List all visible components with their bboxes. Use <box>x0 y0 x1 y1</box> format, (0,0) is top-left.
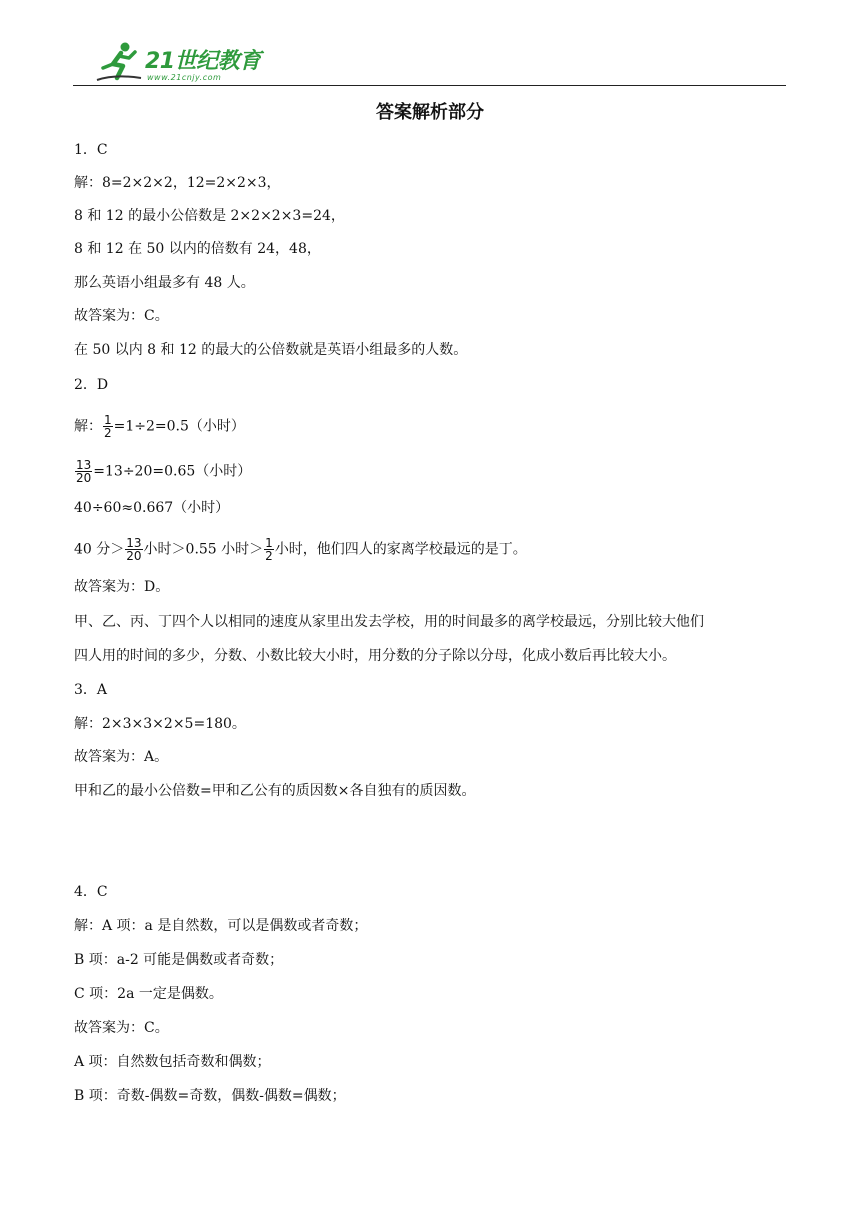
fraction-denominator: 20 <box>76 471 92 485</box>
q2-line-2 <box>74 459 251 484</box>
q2-line-7: 四人用的时间的多少，分数、小数比较大小时，用分数的分子除以分母，化成小数后再比较大小。 <box>74 648 676 664</box>
q1-line-1: 解：8=2×2×2，12=2×2×3， <box>74 175 281 191</box>
q3-answer: 3．A <box>74 682 108 698</box>
fraction-numerator: 1 <box>265 536 273 550</box>
fraction-numerator: 1 <box>104 413 112 427</box>
q2-line-6: 甲、乙、丙、丁四个人以相同的速度从家里出发去学校，用的时间最多的离学校最远，分别比较大他们 <box>74 614 704 630</box>
q1-answer: 1．C <box>74 142 108 158</box>
q4-line-5: A 项：自然数包括奇数和偶数； <box>74 1054 271 1070</box>
fraction-denominator: 2 <box>265 549 273 563</box>
q2-line-1 <box>74 414 245 439</box>
q2-l4-a: 40 分＞ <box>74 541 125 558</box>
q3-line-1: 解：2×3×3×2×5=180。 <box>74 716 246 732</box>
q2-l2-suffix: =13÷20=0.65（小时） <box>93 463 252 480</box>
q4-answer: 4．C <box>74 884 108 900</box>
fraction-denominator: 20 <box>126 549 142 563</box>
q2-answer: 2．D <box>74 377 109 393</box>
q2-line-4 <box>74 537 527 562</box>
q2-l4-b: 小时＞0.55 小时＞ <box>143 541 264 558</box>
fraction-half <box>103 414 113 439</box>
fraction-13-20 <box>125 537 142 562</box>
q4-line-1: 解：A 项：a 是自然数，可以是偶数或者奇数； <box>74 918 368 934</box>
q3-line-2: 故答案为：A。 <box>74 749 169 765</box>
q3-line-3: 甲和乙的最小公倍数=甲和乙公有的质因数×各自独有的质因数。 <box>74 783 476 799</box>
fraction-half <box>264 537 274 562</box>
q1-line-5: 故答案为：C。 <box>74 308 169 324</box>
fraction-numerator: 13 <box>76 458 92 472</box>
q4-line-4: 故答案为：C。 <box>74 1020 169 1036</box>
q1-line-3: 8 和 12 在 50 以内的倍数有 24，48， <box>74 241 321 257</box>
q4-line-6: B 项：奇数-偶数=奇数，偶数-偶数=偶数； <box>74 1088 346 1104</box>
header-logo <box>95 40 265 86</box>
header-divider <box>73 85 786 86</box>
fraction-denominator: 2 <box>104 426 112 440</box>
q2-l1-prefix: 解： <box>74 418 102 435</box>
q2-line-3: 40÷60≈0.667（小时） <box>74 500 230 516</box>
q4-line-3: C 项：2a 一定是偶数。 <box>74 986 223 1002</box>
q1-line-4: 那么英语小组最多有 48 人。 <box>74 275 255 291</box>
q4-line-2: B 项：a-2 可能是偶数或者奇数； <box>74 952 284 968</box>
runner-logo-icon <box>95 40 145 86</box>
page-title: 答案解析部分 <box>376 102 484 123</box>
q1-line-6: 在 50 以内 8 和 12 的最大的公倍数就是英语小组最多的人数。 <box>74 342 468 358</box>
q2-l4-c: 小时，他们四人的家离学校最远的是丁。 <box>274 541 527 558</box>
q2-l1-suffix: =1÷2=0.5（小时） <box>113 418 245 435</box>
logo-text: 21世纪教育 <box>145 49 261 74</box>
q2-line-5: 故答案为：D。 <box>74 579 170 595</box>
logo-url: www.21cnjy.com <box>147 73 222 82</box>
fraction-numerator: 13 <box>126 536 142 550</box>
q1-line-2: 8 和 12 的最小公倍数是 2×2×2×3=24， <box>74 208 345 224</box>
fraction-13-20 <box>75 459 92 484</box>
